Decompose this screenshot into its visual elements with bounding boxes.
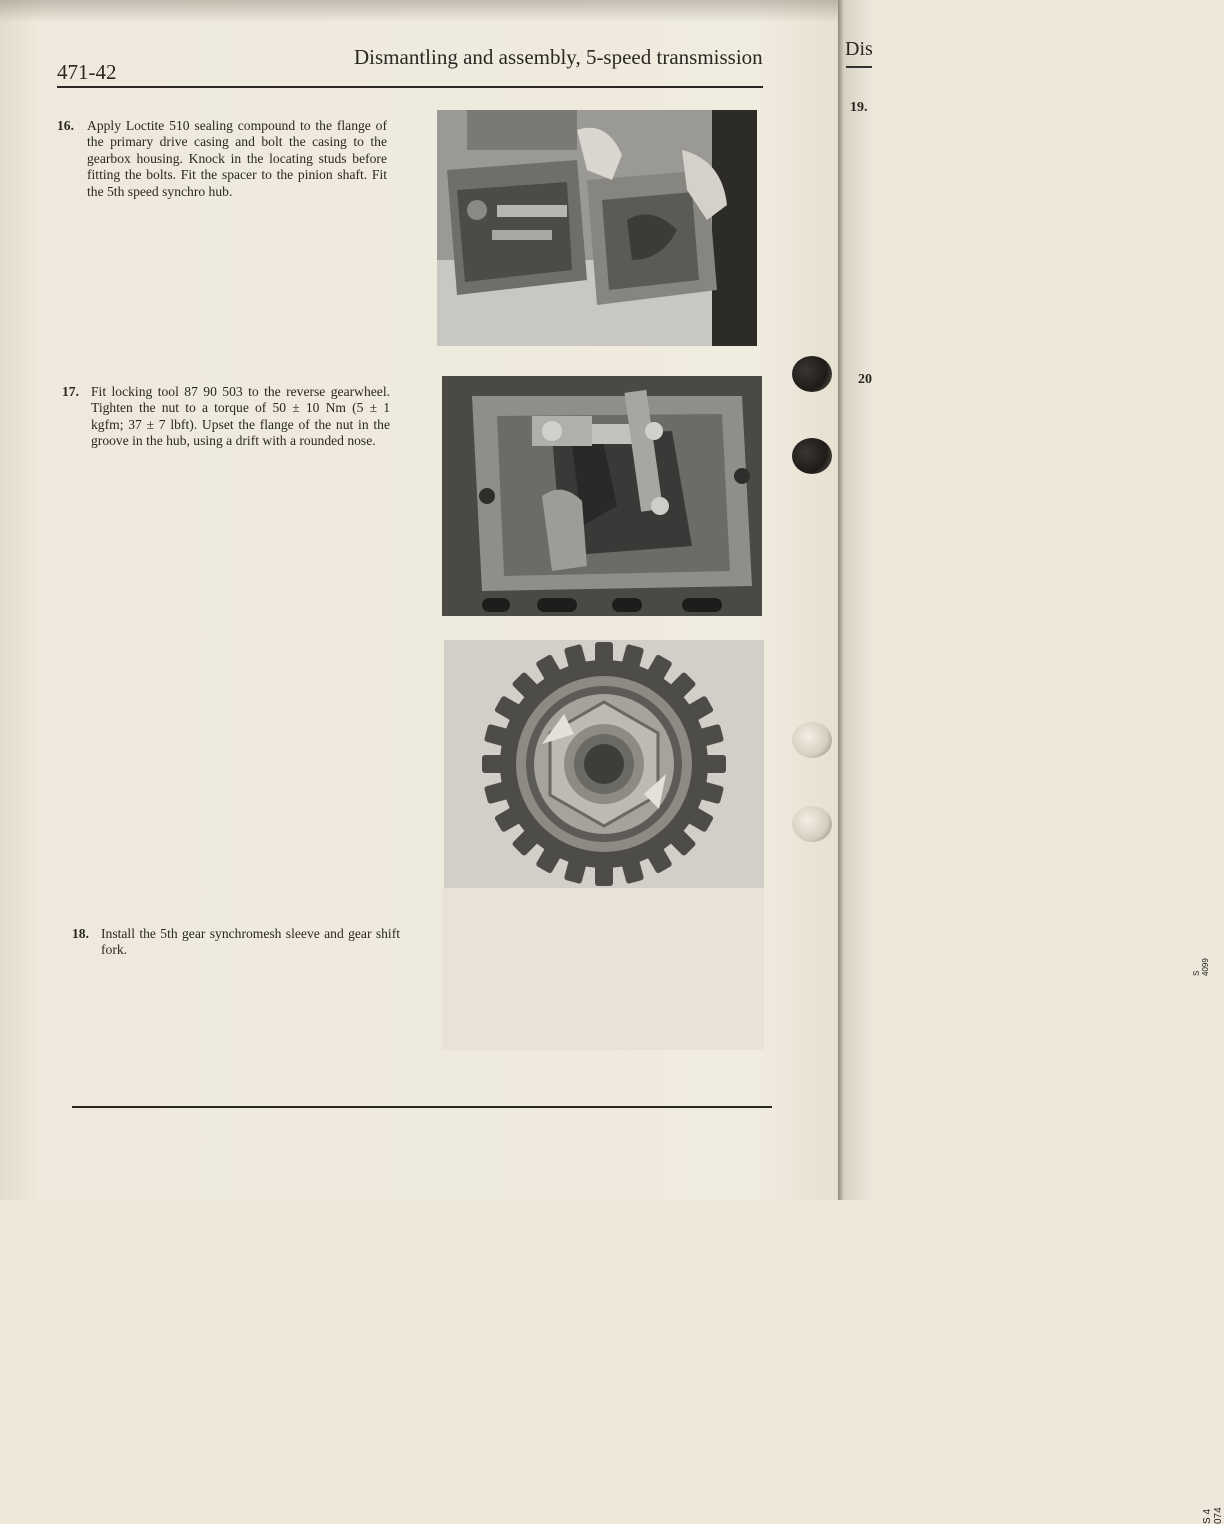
- step-number: 17.: [62, 384, 79, 399]
- photo-code: S 4099: [1192, 958, 1210, 976]
- binder-hole: [792, 722, 832, 758]
- photo-casing-assembly: [437, 110, 757, 346]
- step-16: [57, 118, 387, 200]
- binder-hole: [792, 806, 832, 842]
- next-page-rule: [846, 66, 872, 68]
- next-page-step-19: 19.: [850, 100, 868, 115]
- page-title: Dismantling and assembly, 5-speed transmission: [354, 45, 763, 69]
- step-text: Apply Loctite 510 sealing compound to the flange of the primary drive casing and bolt the casing to the gearbox housing. Knock in the locating studs before fitting the bolts. Fit the spacer to the pinion shaft. Fit the 5th speed synchro hub.: [87, 118, 387, 199]
- step-text: Install the 5th gear synchromesh sleeve and gear shift fork.: [101, 926, 400, 958]
- header-rule: [57, 86, 763, 88]
- next-page-edge: [838, 0, 872, 1200]
- page-number: 471-42: [57, 60, 117, 84]
- footer-rule: [72, 1106, 772, 1108]
- step-number: 18.: [72, 926, 89, 941]
- binder-hole: [792, 356, 832, 392]
- binder-hole: [792, 438, 832, 474]
- next-page-title: Dis: [845, 38, 873, 60]
- step-text: Fit locking tool 87 90 503 to the reverse gearwheel. Tighten the nut to a torque of 50 ± 10 Nm (5 ± 1 kgfm; 37 ± 7 lbft). Upset the flange of the nut in the groove in the hub, using a drift with a rounded nose.: [91, 384, 390, 449]
- step-number: 16.: [57, 118, 74, 133]
- step-18: [72, 926, 400, 959]
- step-17: [62, 384, 390, 450]
- photo-code: S 4 074: [1202, 1507, 1224, 1524]
- top-shadow: [0, 0, 838, 22]
- blank-photo-area: [442, 888, 764, 1050]
- next-page-step-20: 20: [858, 372, 872, 387]
